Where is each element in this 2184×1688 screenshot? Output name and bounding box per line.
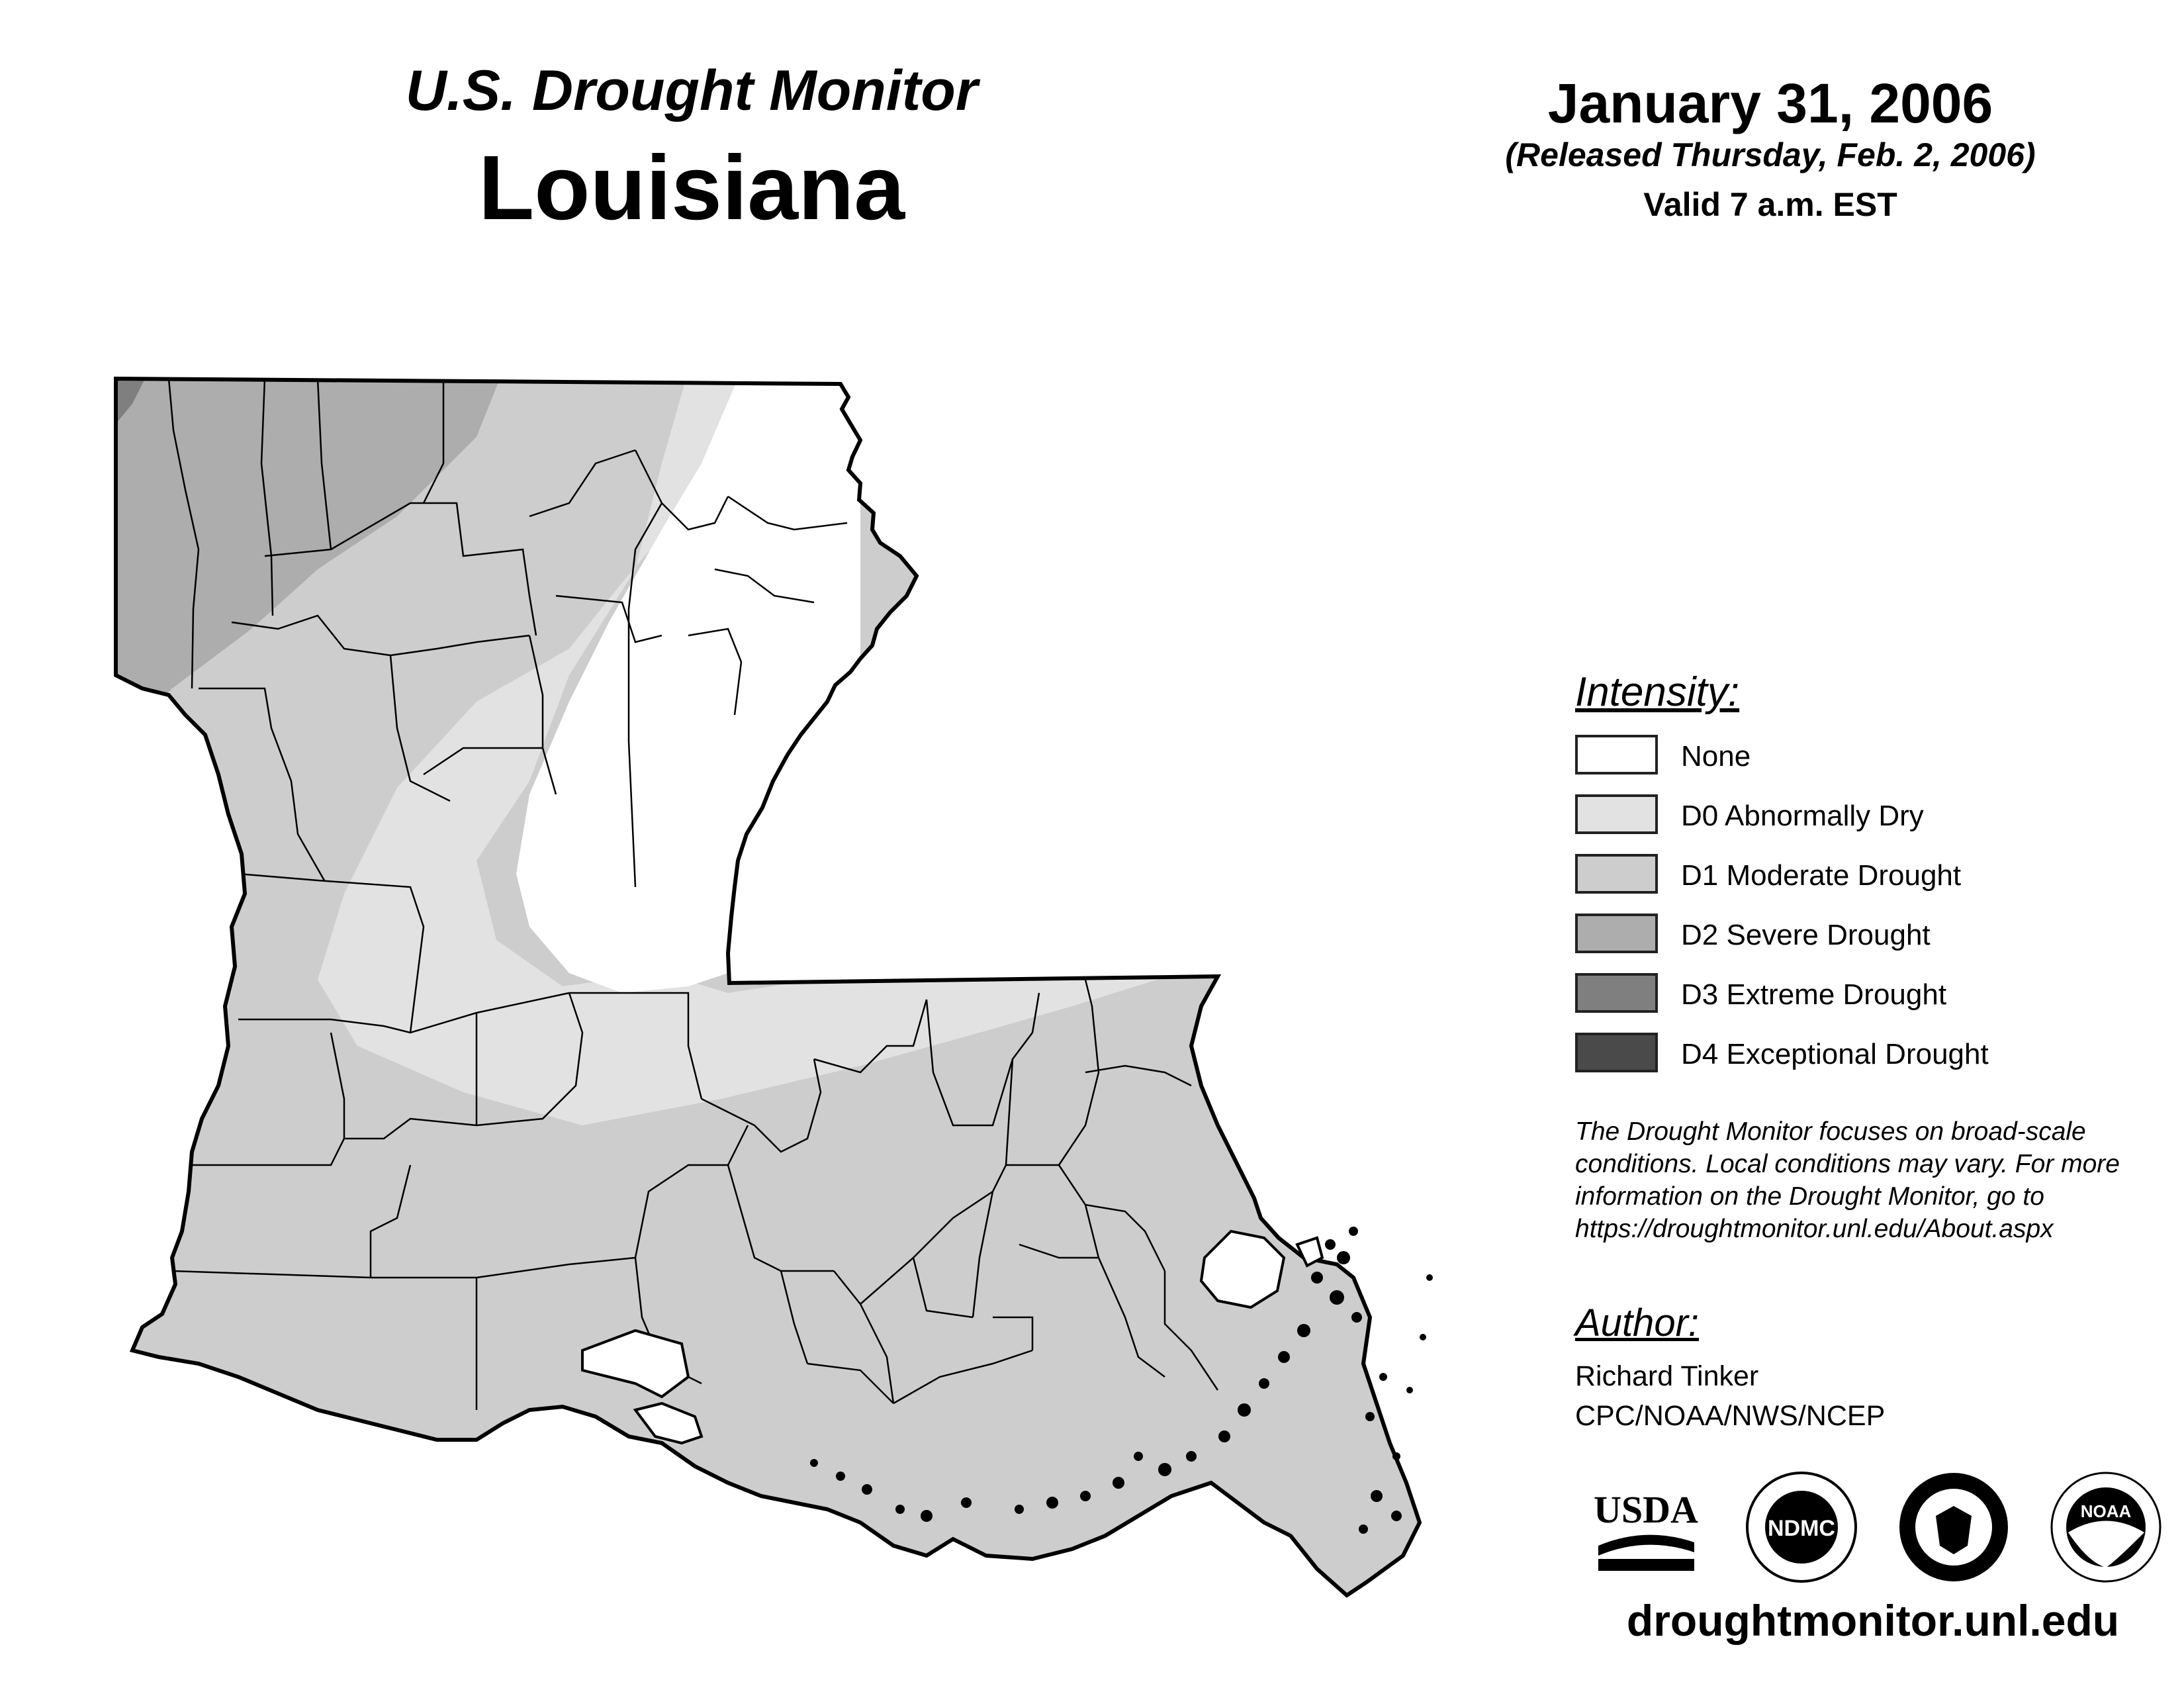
valid-time: Valid 7 a.m. EST	[1643, 186, 1897, 223]
legend-swatch	[1575, 914, 1658, 953]
author-name: Richard Tinker	[1575, 1360, 1759, 1392]
noaa-logo	[2048, 1470, 2164, 1585]
legend-label: D3 Extreme Drought	[1681, 978, 1947, 1011]
note-link[interactable]: https://droughtmonitor.unl.edu/About.aspx	[1575, 1215, 2054, 1243]
note-line: conditions. Local conditions may vary. For more	[1575, 1150, 2120, 1178]
map-subtitle: U.S. Drought Monitor	[405, 59, 978, 122]
legend-item-d1	[1575, 854, 2105, 896]
legend-swatch	[1575, 854, 1658, 894]
legend-item-none	[1575, 735, 2105, 777]
legend-item-d4	[1575, 1033, 2105, 1075]
legend-title: Intensity:	[1575, 669, 1740, 715]
legend-label: D4 Exceptional Drought	[1681, 1038, 1989, 1070]
footer-url-link[interactable]: droughtmonitor.unl.edu	[1626, 1596, 2120, 1645]
legend-label: D1 Moderate Drought	[1681, 859, 1962, 892]
drought-monitor-note	[1575, 1115, 2171, 1245]
map-date: January 31, 2006	[1547, 72, 1993, 134]
noaa-logo-text: NOAA	[2080, 1501, 2132, 1521]
usda-logo	[1588, 1470, 1704, 1585]
map-title: Louisiana	[478, 137, 905, 239]
legend-swatch	[1575, 973, 1658, 1013]
release-date: (Released Thursday, Feb. 2, 2006)	[1505, 136, 2036, 173]
ndmc-logo-text: NDMC	[1768, 1516, 1835, 1541]
legend-swatch	[1575, 1033, 1658, 1072]
legend-label: None	[1681, 740, 1751, 773]
usda-logo-text: USDA	[1594, 1488, 1698, 1531]
legend-item-d0	[1575, 794, 2105, 837]
note-line: information on the Drought Monitor, go to	[1575, 1182, 2044, 1211]
legend-item-d3	[1575, 973, 2105, 1015]
legend-swatch	[1575, 794, 1658, 834]
legend-label: D0 Abnormally Dry	[1681, 800, 1924, 832]
note-line: The Drought Monitor focuses on broad-scale	[1575, 1117, 2086, 1146]
legend-swatch	[1575, 735, 1658, 774]
author-org: CPC/NOAA/NWS/NCEP	[1575, 1400, 1886, 1432]
ndmc-logo	[1744, 1470, 1860, 1585]
legend-label: D2 Severe Drought	[1681, 919, 1931, 951]
commerce-seal-logo	[1896, 1470, 2012, 1585]
legend-item-d2	[1575, 914, 2105, 956]
author-title: Author:	[1575, 1301, 1699, 1344]
